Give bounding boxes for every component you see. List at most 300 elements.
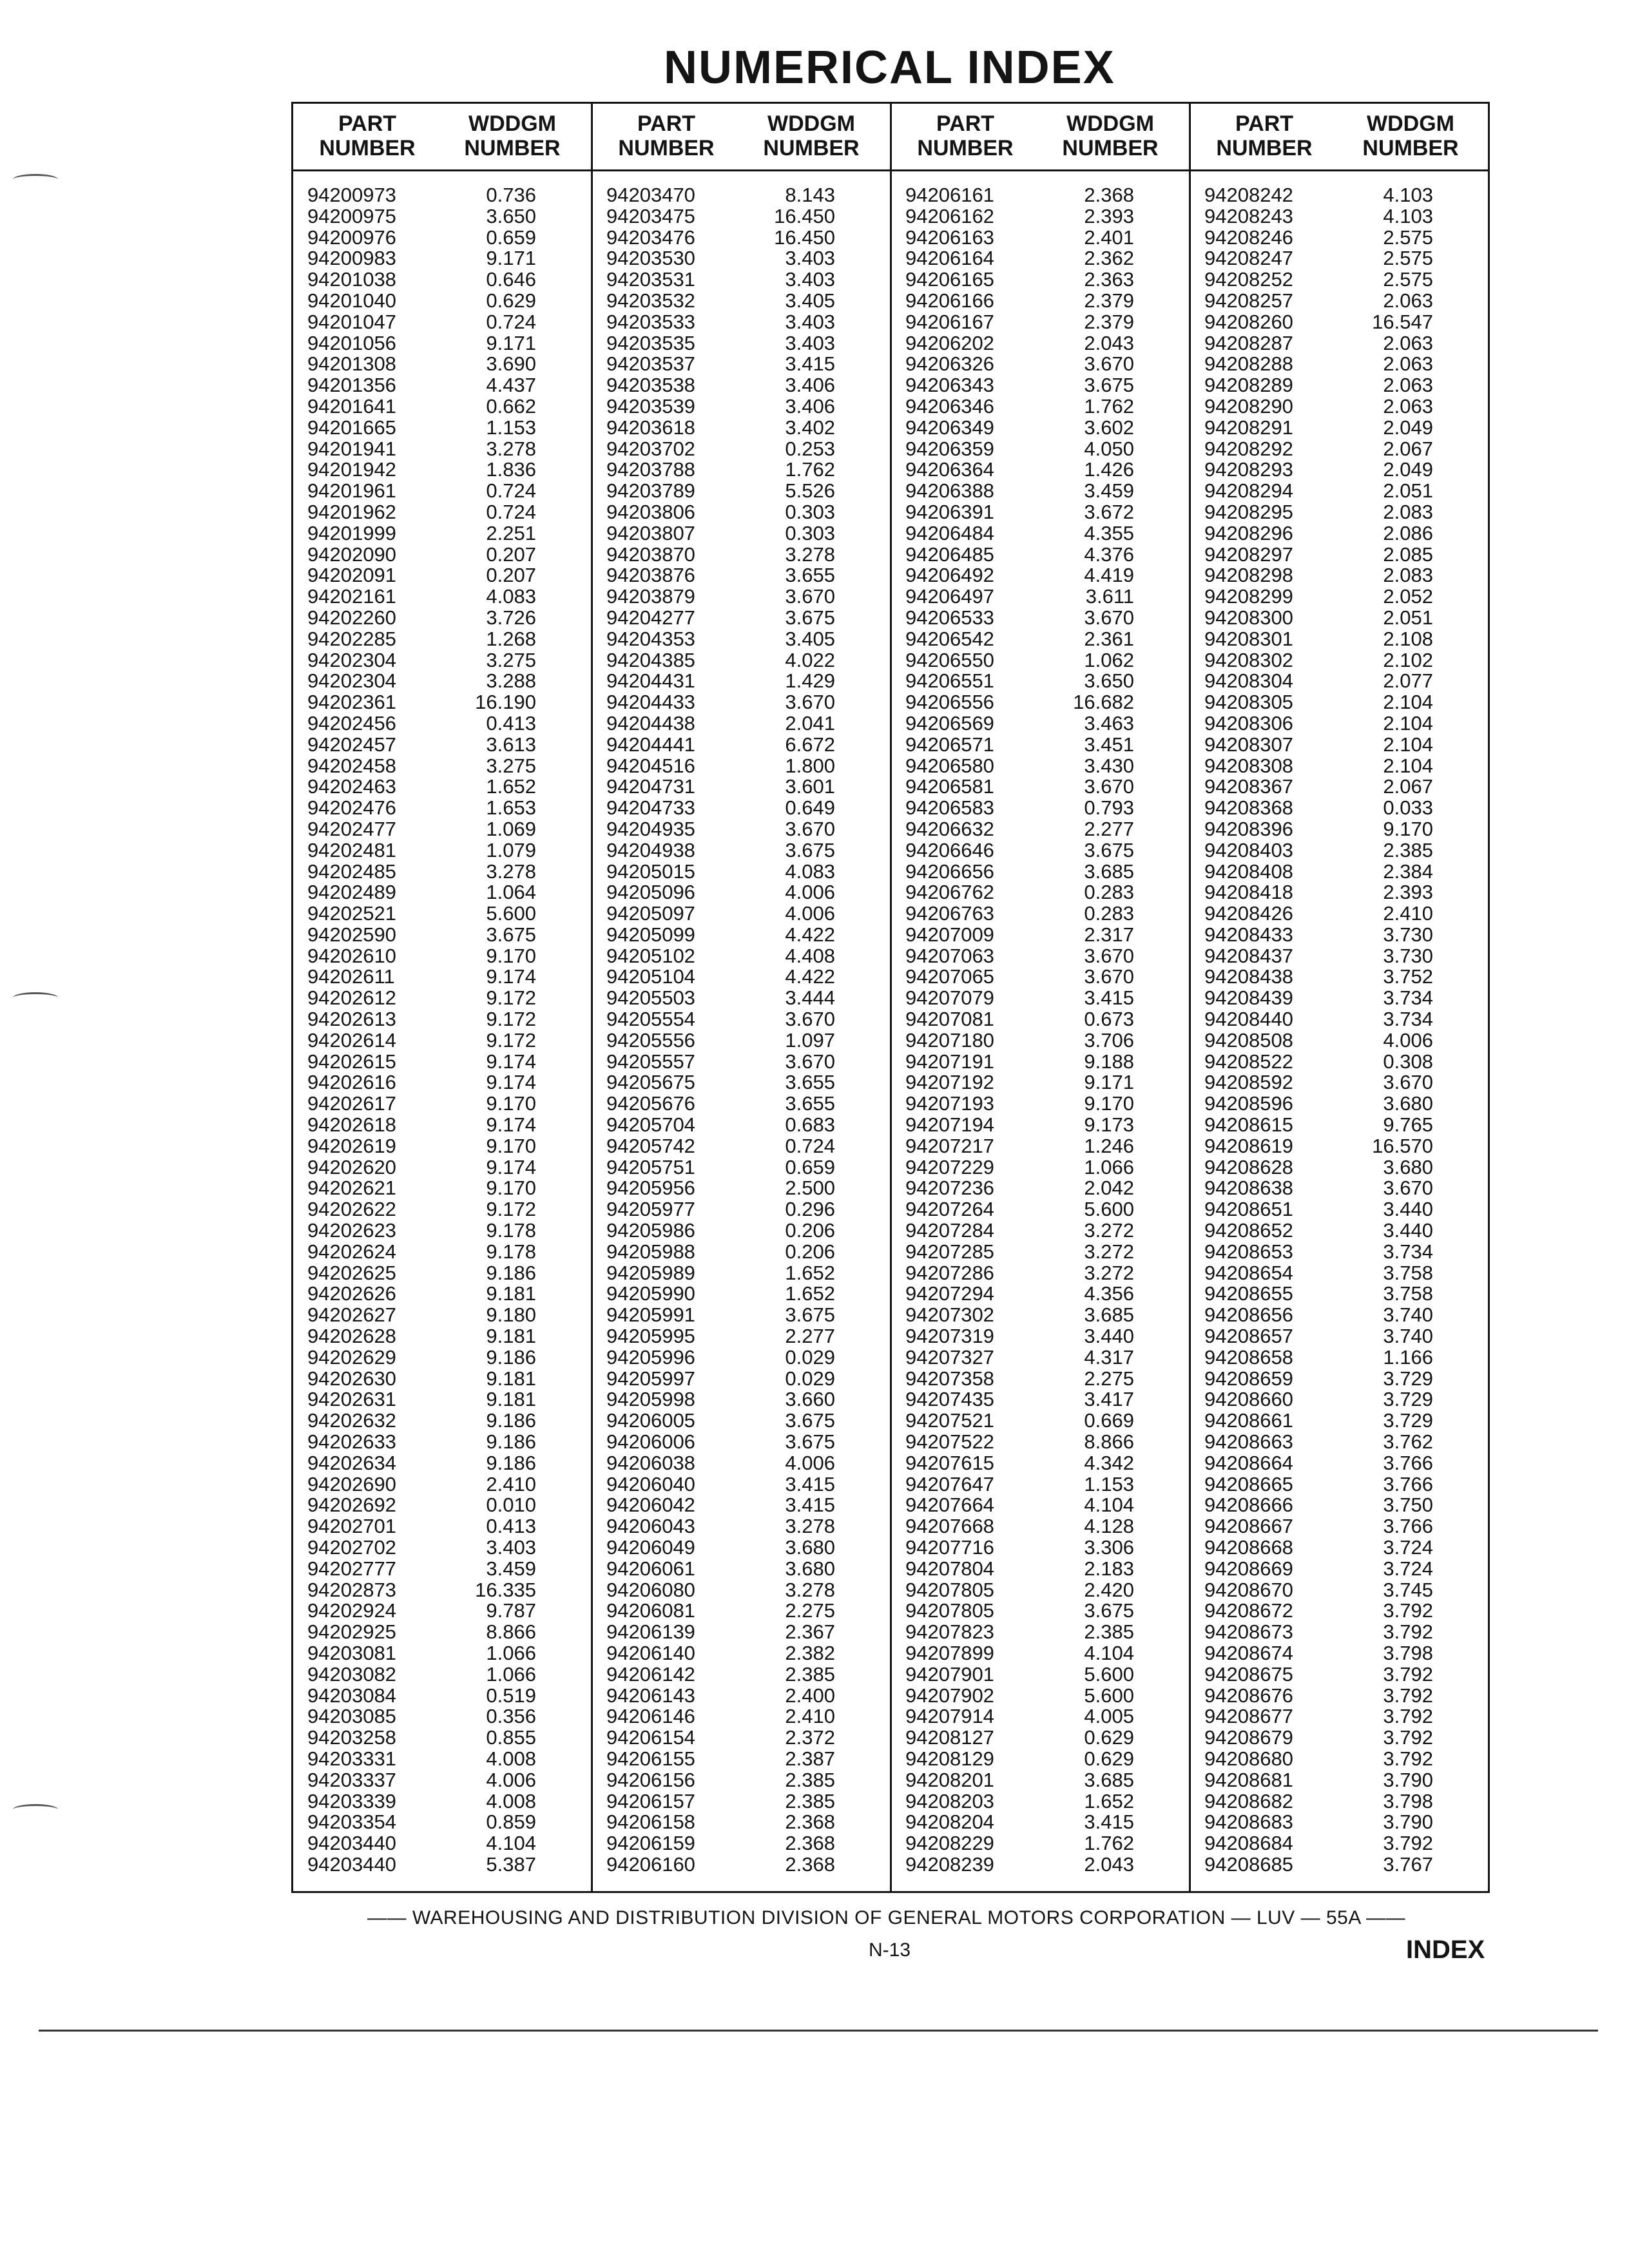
wddgm-number-header: WDDGM NUMBER bbox=[464, 111, 561, 160]
wddgm-number: 2.410 bbox=[785, 1705, 835, 1728]
index-row bbox=[293, 861, 580, 883]
index-row bbox=[293, 1791, 580, 1812]
wddgm-number: 3.275 bbox=[486, 754, 536, 777]
index-row bbox=[891, 227, 1178, 249]
index-row bbox=[1190, 1559, 1477, 1580]
index-column-4 bbox=[1190, 185, 1477, 1876]
wddgm-number: 9.174 bbox=[486, 1071, 536, 1094]
part-number: 94208291 bbox=[1204, 416, 1293, 439]
part-number: 94201047 bbox=[307, 310, 396, 333]
wddgm-number: 3.278 bbox=[785, 1578, 835, 1601]
part-number: 94201665 bbox=[307, 416, 396, 439]
index-row bbox=[1190, 1495, 1477, 1516]
part-number: 94205990 bbox=[606, 1282, 695, 1305]
wddgm-number: 0.683 bbox=[785, 1113, 835, 1137]
index-row bbox=[1190, 227, 1477, 249]
index-row bbox=[891, 629, 1178, 650]
part-number: 94204438 bbox=[606, 711, 695, 735]
wddgm-number: 2.041 bbox=[785, 711, 835, 735]
part-number: 94203618 bbox=[606, 416, 695, 439]
part-number: 94208288 bbox=[1204, 352, 1293, 376]
index-row bbox=[1190, 1706, 1477, 1727]
wddgm-number: 2.104 bbox=[1383, 691, 1433, 714]
part-number: 94208684 bbox=[1204, 1832, 1293, 1855]
index-row bbox=[293, 650, 580, 671]
wddgm-number: 2.368 bbox=[1084, 184, 1134, 206]
index-row bbox=[1190, 735, 1477, 756]
wddgm-number: 2.575 bbox=[1383, 247, 1433, 270]
wddgm-number: 3.762 bbox=[1383, 1430, 1433, 1454]
wddgm-number: 2.086 bbox=[1383, 521, 1433, 544]
wddgm-number: 4.050 bbox=[1084, 437, 1134, 460]
index-row bbox=[891, 1009, 1178, 1030]
part-number: 94206162 bbox=[905, 204, 994, 227]
part-number: 94202485 bbox=[307, 860, 396, 883]
wddgm-number: 2.382 bbox=[785, 1641, 835, 1664]
wddgm-number: 1.652 bbox=[785, 1282, 835, 1305]
part-number: 94206006 bbox=[606, 1430, 695, 1454]
index-row bbox=[293, 227, 580, 249]
index-row bbox=[293, 396, 580, 418]
index-row bbox=[293, 1369, 580, 1390]
index-row bbox=[891, 819, 1178, 840]
wddgm-number: 3.655 bbox=[785, 564, 835, 587]
wddgm-number: 2.063 bbox=[1383, 289, 1433, 312]
part-number: 94207823 bbox=[905, 1620, 994, 1644]
wddgm-number: 1.652 bbox=[1084, 1789, 1134, 1812]
wddgm-number: 1.426 bbox=[1084, 458, 1134, 481]
wddgm-number: 9.174 bbox=[486, 1113, 536, 1137]
part-number: 94202924 bbox=[307, 1599, 396, 1622]
index-row bbox=[592, 1812, 879, 1833]
index-row bbox=[891, 1347, 1178, 1369]
wddgm-number: 2.410 bbox=[1383, 902, 1433, 925]
wddgm-number: 2.067 bbox=[1383, 437, 1433, 460]
index-row bbox=[891, 966, 1178, 988]
index-row bbox=[592, 629, 879, 650]
index-row bbox=[592, 439, 879, 460]
wddgm-number: 0.356 bbox=[486, 1705, 536, 1728]
part-number: 94202091 bbox=[307, 564, 396, 587]
wddgm-number: 9.170 bbox=[486, 944, 536, 967]
wddgm-number: 4.422 bbox=[785, 965, 835, 988]
index-row bbox=[1190, 1283, 1477, 1305]
index-row bbox=[592, 248, 879, 269]
wddgm-number: 9.787 bbox=[486, 1599, 536, 1622]
part-number: 94202633 bbox=[307, 1430, 396, 1454]
index-row bbox=[293, 586, 580, 608]
part-number: 94208302 bbox=[1204, 648, 1293, 671]
index-row bbox=[891, 735, 1178, 756]
index-row bbox=[1190, 312, 1477, 333]
part-number: 94206156 bbox=[606, 1768, 695, 1791]
part-number: 94207805 bbox=[905, 1578, 994, 1601]
index-row bbox=[293, 565, 580, 586]
part-number: 94206166 bbox=[905, 289, 994, 312]
index-row bbox=[293, 333, 580, 354]
part-number: 94204733 bbox=[606, 796, 695, 820]
part-number: 94208681 bbox=[1204, 1768, 1293, 1791]
wddgm-number: 9.178 bbox=[486, 1240, 536, 1263]
part-number: 94207319 bbox=[905, 1325, 994, 1348]
index-row bbox=[1190, 1369, 1477, 1390]
wddgm-number: 0.724 bbox=[486, 310, 536, 333]
wddgm-number: 4.104 bbox=[486, 1832, 536, 1855]
wddgm-number: 2.277 bbox=[785, 1325, 835, 1348]
part-number: 94208522 bbox=[1204, 1050, 1293, 1073]
wddgm-number: 0.629 bbox=[1084, 1726, 1134, 1749]
part-number: 94207081 bbox=[905, 1008, 994, 1031]
wddgm-number: 2.251 bbox=[486, 521, 536, 544]
index-row bbox=[891, 1854, 1178, 1876]
index-row bbox=[592, 1791, 879, 1812]
index-row bbox=[293, 248, 580, 269]
index-row bbox=[891, 1643, 1178, 1664]
part-number: 94206049 bbox=[606, 1536, 695, 1559]
part-number: 94202611 bbox=[307, 965, 395, 988]
wddgm-number: 9.186 bbox=[486, 1409, 536, 1432]
wddgm-number: 9.186 bbox=[486, 1451, 536, 1474]
index-row bbox=[1190, 1580, 1477, 1601]
part-number: 94203806 bbox=[606, 500, 695, 523]
part-number: 94208242 bbox=[1204, 184, 1293, 206]
index-row bbox=[592, 861, 879, 883]
index-row bbox=[592, 1305, 879, 1326]
part-number: 94208287 bbox=[1204, 331, 1293, 354]
index-row bbox=[891, 1516, 1178, 1537]
part-number: 94205557 bbox=[606, 1050, 695, 1073]
wddgm-number: 0.308 bbox=[1383, 1050, 1433, 1073]
index-row bbox=[1190, 1389, 1477, 1410]
wddgm-number: 3.670 bbox=[785, 817, 835, 840]
wddgm-number: 2.043 bbox=[1084, 1852, 1134, 1876]
wddgm-number: 3.611 bbox=[1085, 585, 1134, 608]
wddgm-number: 2.049 bbox=[1383, 416, 1433, 439]
wddgm-number: 3.415 bbox=[785, 352, 835, 376]
index-row bbox=[592, 1559, 879, 1580]
part-number: 94201641 bbox=[307, 394, 396, 418]
part-number: 94207901 bbox=[905, 1662, 994, 1686]
part-number: 94202777 bbox=[307, 1557, 396, 1580]
part-number: 94208293 bbox=[1204, 458, 1293, 481]
wddgm-number: 1.153 bbox=[1084, 1472, 1134, 1495]
index-row bbox=[293, 1474, 580, 1495]
index-row bbox=[293, 1199, 580, 1220]
wddgm-number: 2.387 bbox=[785, 1747, 835, 1770]
part-number: 94208308 bbox=[1204, 754, 1293, 777]
wddgm-number: 1.429 bbox=[785, 669, 835, 693]
index-row bbox=[293, 459, 580, 481]
index-row bbox=[293, 523, 580, 544]
index-row bbox=[293, 1643, 580, 1664]
wddgm-number: 8.866 bbox=[1084, 1430, 1134, 1454]
index-row bbox=[293, 354, 580, 375]
index-row bbox=[293, 1580, 580, 1601]
part-number: 94207192 bbox=[905, 1071, 994, 1094]
index-row bbox=[891, 1474, 1178, 1495]
index-row bbox=[293, 756, 580, 777]
wddgm-number: 2.575 bbox=[1383, 226, 1433, 249]
part-number: 94203537 bbox=[606, 352, 695, 376]
part-number: 94208656 bbox=[1204, 1303, 1293, 1327]
wddgm-number: 3.734 bbox=[1383, 986, 1433, 1010]
index-row bbox=[891, 798, 1178, 819]
wddgm-number: 4.419 bbox=[1084, 564, 1134, 587]
part-number: 94202521 bbox=[307, 902, 396, 925]
index-row bbox=[891, 861, 1178, 883]
part-number: 94205995 bbox=[606, 1325, 695, 1348]
part-number-header: PART NUMBER bbox=[917, 111, 1014, 160]
index-row bbox=[891, 671, 1178, 692]
index-row bbox=[293, 291, 580, 312]
index-row bbox=[891, 1326, 1178, 1347]
index-row bbox=[592, 1052, 879, 1073]
wddgm-number: 3.792 bbox=[1383, 1832, 1433, 1855]
part-number: 94206140 bbox=[606, 1641, 695, 1664]
index-row bbox=[293, 1559, 580, 1580]
index-row bbox=[592, 1453, 879, 1474]
index-row bbox=[293, 1833, 580, 1854]
part-number: 94207284 bbox=[905, 1219, 994, 1242]
wddgm-number: 4.103 bbox=[1383, 184, 1433, 206]
part-number: 94202481 bbox=[307, 838, 396, 861]
index-row bbox=[293, 1495, 580, 1516]
wddgm-number: 3.730 bbox=[1383, 923, 1433, 946]
wddgm-number: 3.758 bbox=[1383, 1261, 1433, 1284]
index-row bbox=[891, 1199, 1178, 1220]
index-row bbox=[1190, 692, 1477, 713]
index-row bbox=[592, 1199, 879, 1220]
index-row bbox=[1190, 840, 1477, 861]
part-number: 94208439 bbox=[1204, 986, 1293, 1010]
wddgm-number: 1.762 bbox=[1084, 1832, 1134, 1855]
wddgm-number: 0.033 bbox=[1383, 796, 1433, 820]
wddgm-number: 2.368 bbox=[785, 1852, 835, 1876]
index-row bbox=[293, 502, 580, 523]
wddgm-number: 4.437 bbox=[486, 374, 536, 397]
index-row bbox=[592, 354, 879, 375]
part-number: 94208203 bbox=[905, 1789, 994, 1812]
wddgm-number: 0.659 bbox=[486, 226, 536, 249]
part-number: 94202477 bbox=[307, 817, 396, 840]
wddgm-number: 1.064 bbox=[486, 881, 536, 904]
part-number: 94204731 bbox=[606, 775, 695, 798]
part-number: 94202632 bbox=[307, 1409, 396, 1432]
part-number: 94206202 bbox=[905, 331, 994, 354]
index-row bbox=[891, 1559, 1178, 1580]
part-number: 94208294 bbox=[1204, 479, 1293, 503]
part-number: 94206346 bbox=[905, 394, 994, 418]
index-row bbox=[592, 735, 879, 756]
wddgm-number: 16.682 bbox=[1073, 691, 1134, 714]
wddgm-number: 0.649 bbox=[785, 796, 835, 820]
part-number: 94203084 bbox=[307, 1684, 396, 1707]
wddgm-number: 5.526 bbox=[785, 479, 835, 503]
page-title: NUMERICAL INDEX bbox=[664, 42, 1115, 93]
wddgm-number: 3.405 bbox=[785, 289, 835, 312]
wddgm-number: 3.745 bbox=[1383, 1578, 1433, 1601]
index-row bbox=[592, 1516, 879, 1537]
index-row bbox=[1190, 1812, 1477, 1833]
index-row bbox=[293, 1410, 580, 1432]
wddgm-number: 2.104 bbox=[1383, 754, 1433, 777]
wddgm-number: 2.049 bbox=[1383, 458, 1433, 481]
index-row bbox=[891, 586, 1178, 608]
index-row bbox=[592, 925, 879, 946]
wddgm-number: 2.052 bbox=[1383, 585, 1433, 608]
part-number: 94208673 bbox=[1204, 1620, 1293, 1644]
index-row bbox=[592, 1854, 879, 1876]
index-row bbox=[1190, 1072, 1477, 1093]
part-number: 94205015 bbox=[606, 860, 695, 883]
wddgm-number: 3.670 bbox=[785, 1050, 835, 1073]
wddgm-number: 9.188 bbox=[1084, 1050, 1134, 1073]
index-row bbox=[293, 1453, 580, 1474]
part-number: 94206580 bbox=[905, 754, 994, 777]
index-row bbox=[293, 903, 580, 925]
index-row bbox=[293, 1600, 580, 1622]
wddgm-number: 2.379 bbox=[1084, 310, 1134, 333]
index-row bbox=[891, 291, 1178, 312]
index-row bbox=[891, 312, 1178, 333]
index-row bbox=[293, 671, 580, 692]
index-row bbox=[592, 565, 879, 586]
part-number: 94203531 bbox=[606, 268, 695, 291]
index-row bbox=[1190, 1432, 1477, 1453]
wddgm-number: 2.575 bbox=[1383, 268, 1433, 291]
wddgm-number-header: WDDGM NUMBER bbox=[763, 111, 860, 160]
part-number: 94207063 bbox=[905, 944, 994, 967]
wddgm-number: 3.740 bbox=[1383, 1325, 1433, 1348]
index-row bbox=[293, 1389, 580, 1410]
wddgm-number: 3.403 bbox=[486, 1536, 536, 1559]
index-row bbox=[293, 1537, 580, 1559]
index-row bbox=[293, 925, 580, 946]
index-row bbox=[1190, 988, 1477, 1009]
index-row bbox=[293, 375, 580, 396]
wddgm-number: 4.006 bbox=[486, 1768, 536, 1791]
index-row bbox=[592, 1136, 879, 1157]
part-number: 94204938 bbox=[606, 838, 695, 861]
wddgm-number: 9.181 bbox=[486, 1388, 536, 1411]
wddgm-number: 3.792 bbox=[1383, 1705, 1433, 1728]
part-number: 94206167 bbox=[905, 310, 994, 333]
index-row bbox=[1190, 396, 1477, 418]
part-number: 94208299 bbox=[1204, 585, 1293, 608]
index-column-3 bbox=[891, 185, 1178, 1876]
section-label: INDEX bbox=[1406, 1936, 1485, 1964]
index-row bbox=[1190, 439, 1477, 460]
part-number: 94202260 bbox=[307, 606, 396, 629]
part-number: 94208664 bbox=[1204, 1451, 1293, 1474]
index-row bbox=[891, 1600, 1178, 1622]
wddgm-number: 8.143 bbox=[785, 184, 835, 206]
part-number: 94207193 bbox=[905, 1092, 994, 1115]
index-row bbox=[293, 439, 580, 460]
part-number: 94208659 bbox=[1204, 1367, 1293, 1390]
wddgm-number: 4.317 bbox=[1084, 1345, 1134, 1369]
part-number: 94207805 bbox=[905, 1599, 994, 1622]
index-row bbox=[592, 650, 879, 671]
index-row bbox=[1190, 1727, 1477, 1749]
part-number: 94208292 bbox=[1204, 437, 1293, 460]
wddgm-number: 9.181 bbox=[486, 1325, 536, 1348]
part-number: 94206485 bbox=[905, 543, 994, 566]
part-number: 94202458 bbox=[307, 754, 396, 777]
wddgm-number: 3.729 bbox=[1383, 1388, 1433, 1411]
part-number: 94207435 bbox=[905, 1388, 994, 1411]
wddgm-number: 3.675 bbox=[785, 1303, 835, 1327]
wddgm-number: 2.385 bbox=[785, 1789, 835, 1812]
wddgm-number: 9.173 bbox=[1084, 1113, 1134, 1137]
wddgm-number: 1.653 bbox=[486, 796, 536, 820]
index-row bbox=[1190, 1749, 1477, 1770]
part-number: 94208437 bbox=[1204, 944, 1293, 967]
part-number: 94208665 bbox=[1204, 1472, 1293, 1495]
wddgm-number: 3.306 bbox=[1084, 1536, 1134, 1559]
wddgm-number: 4.104 bbox=[1084, 1494, 1134, 1517]
part-number: 94207899 bbox=[905, 1641, 994, 1664]
index-row bbox=[1190, 565, 1477, 586]
wddgm-number: 2.401 bbox=[1084, 226, 1134, 249]
wddgm-number: 3.602 bbox=[1084, 416, 1134, 439]
wddgm-number: 3.430 bbox=[1084, 754, 1134, 777]
index-row bbox=[891, 1453, 1178, 1474]
index-row bbox=[891, 185, 1178, 206]
wddgm-number: 3.680 bbox=[1383, 1092, 1433, 1115]
part-number: 94202616 bbox=[307, 1071, 396, 1094]
part-number: 94206142 bbox=[606, 1662, 695, 1686]
index-row bbox=[1190, 1305, 1477, 1326]
wddgm-number: 3.444 bbox=[785, 986, 835, 1010]
wddgm-number: 3.675 bbox=[785, 1430, 835, 1454]
index-row bbox=[592, 206, 879, 227]
wddgm-number: 3.675 bbox=[785, 838, 835, 861]
index-row bbox=[891, 1749, 1178, 1770]
wddgm-number: 0.859 bbox=[486, 1811, 536, 1834]
wddgm-number: 0.724 bbox=[486, 500, 536, 523]
part-number: 94208592 bbox=[1204, 1071, 1293, 1094]
index-row bbox=[1190, 798, 1477, 819]
wddgm-number: 4.006 bbox=[785, 1451, 835, 1474]
index-row bbox=[1190, 1030, 1477, 1052]
part-number: 94201040 bbox=[307, 289, 396, 312]
wddgm-number: 0.659 bbox=[785, 1155, 835, 1178]
part-number: 94208680 bbox=[1204, 1747, 1293, 1770]
index-row bbox=[891, 1410, 1178, 1432]
part-number: 94205096 bbox=[606, 881, 695, 904]
part-number: 94207065 bbox=[905, 965, 994, 988]
wddgm-number: 3.406 bbox=[785, 374, 835, 397]
part-number: 94208438 bbox=[1204, 965, 1293, 988]
part-number: 94208685 bbox=[1204, 1852, 1293, 1876]
part-number: 94208682 bbox=[1204, 1789, 1293, 1812]
part-number: 94206632 bbox=[905, 817, 994, 840]
index-row bbox=[592, 396, 879, 418]
wddgm-number: 3.670 bbox=[1084, 775, 1134, 798]
part-number: 94208295 bbox=[1204, 500, 1293, 523]
wddgm-number: 1.066 bbox=[486, 1641, 536, 1664]
part-number: 94208367 bbox=[1204, 775, 1293, 798]
index-row bbox=[891, 1030, 1178, 1052]
part-number: 94202614 bbox=[307, 1028, 396, 1052]
wddgm-number: 3.403 bbox=[785, 268, 835, 291]
wddgm-number: 9.186 bbox=[486, 1345, 536, 1369]
wddgm-number: 1.762 bbox=[1084, 394, 1134, 418]
part-number: 94205556 bbox=[606, 1028, 695, 1052]
wddgm-number: 3.650 bbox=[1084, 669, 1134, 693]
index-row bbox=[592, 227, 879, 249]
